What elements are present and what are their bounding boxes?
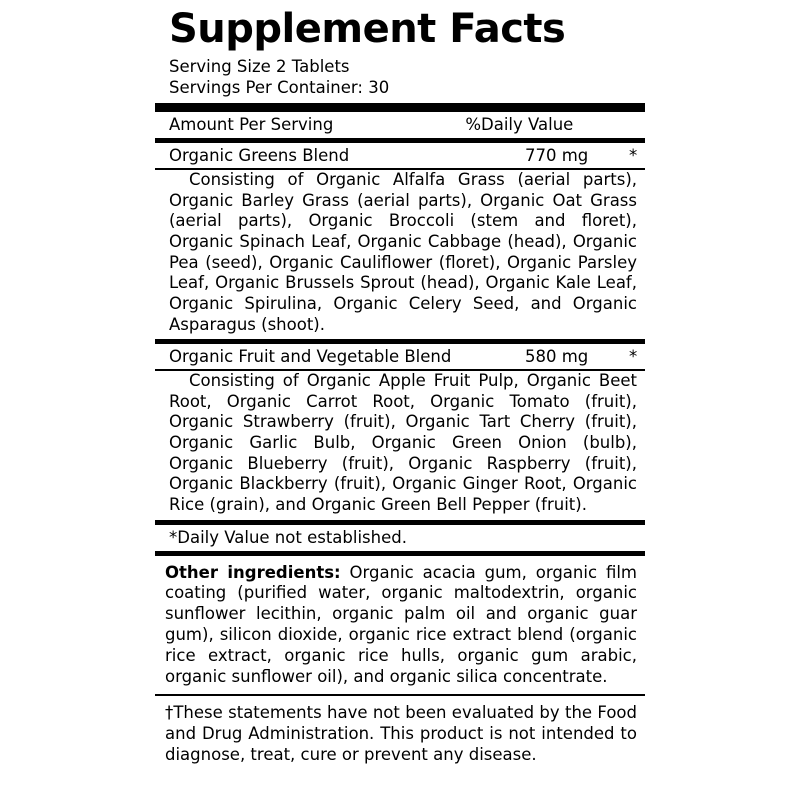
- divider-med-3: [155, 520, 645, 525]
- page-title: Supplement Facts: [169, 6, 566, 52]
- other-ingredients-label: Other ingredients:: [165, 562, 341, 582]
- nutrient-amount: 580 mg: [525, 347, 589, 367]
- header-amount-per-serving: Amount Per Serving: [169, 115, 334, 135]
- nutrient-daily-value: *: [629, 146, 638, 166]
- nutrient-description-greens: Consisting of Organic Alfalfa Grass (aerial parts), Organic Barley Grass (aerial parts), Organic Oat Grass (aerial parts), Organic Broccoli (stem and floret), Organic Spinach Leaf, Organic Cabbage (head), Organic Pea (seed), Organic Cauliflower (floret), Organic Parsley Leaf, Organic Brussels Sprout (head), Organic Kale Leaf, Organic Spirulina, Organic Celery Seed, and Organic Asparagus (shoot).: [169, 170, 637, 334]
- nutrient-row-fruit-veg: [155, 344, 645, 369]
- nutrient-name: Organic Fruit and Vegetable Blend: [169, 347, 452, 367]
- nutrient-name: Organic Greens Blend: [169, 146, 350, 166]
- other-ingredients: [165, 563, 637, 688]
- header-daily-value: %Daily Value: [465, 115, 574, 135]
- fda-disclaimer: †These statements have not been evaluated by the Food and Drug Administration. This product is not intended to diagnose, treat, cure or prevent any disease.: [165, 703, 637, 764]
- divider-med-4: [155, 551, 645, 556]
- other-ingredients-text: Organic acacia gum, organic film coating (purified water, organic maltodextrin, organic sunflower lecithin, organic palm oil and organic guar gum), silicon dioxide, organic rice extract blend (organic rice extract, organic rice hulls, organic gum arabic, organic sunflower oil), and organic silica concentrate.: [165, 562, 637, 686]
- supplement-facts-panel: [155, 0, 645, 800]
- divider-thin-3: [155, 694, 645, 696]
- divider-thick-top: [155, 103, 645, 112]
- nutrient-row-greens: [155, 143, 645, 168]
- nutrient-description-fruit-veg: Consisting of Organic Apple Fruit Pulp, Organic Beet Root, Organic Carrot Root, Organic Tomato (fruit), Organic Strawberry (fruit), Organic Tart Cherry (fruit), Organic Garlic Bulb, Organic Green Onion (bulb), Organic Blueberry (fruit), Organic Raspberry (fruit), Organic Blackberry (fruit), Organic Ginger Root, Organic Rice (grain), and Organic Green Bell Pepper (fruit).: [169, 371, 637, 514]
- nutrient-daily-value: *: [629, 347, 638, 367]
- table-header-row: [155, 112, 645, 138]
- serving-size: Serving Size 2 Tablets: [169, 57, 350, 76]
- servings-per-container: Servings Per Container: 30: [169, 78, 390, 98]
- nutrient-amount: 770 mg: [525, 146, 589, 166]
- daily-value-footnote: *Daily Value not established.: [169, 527, 407, 547]
